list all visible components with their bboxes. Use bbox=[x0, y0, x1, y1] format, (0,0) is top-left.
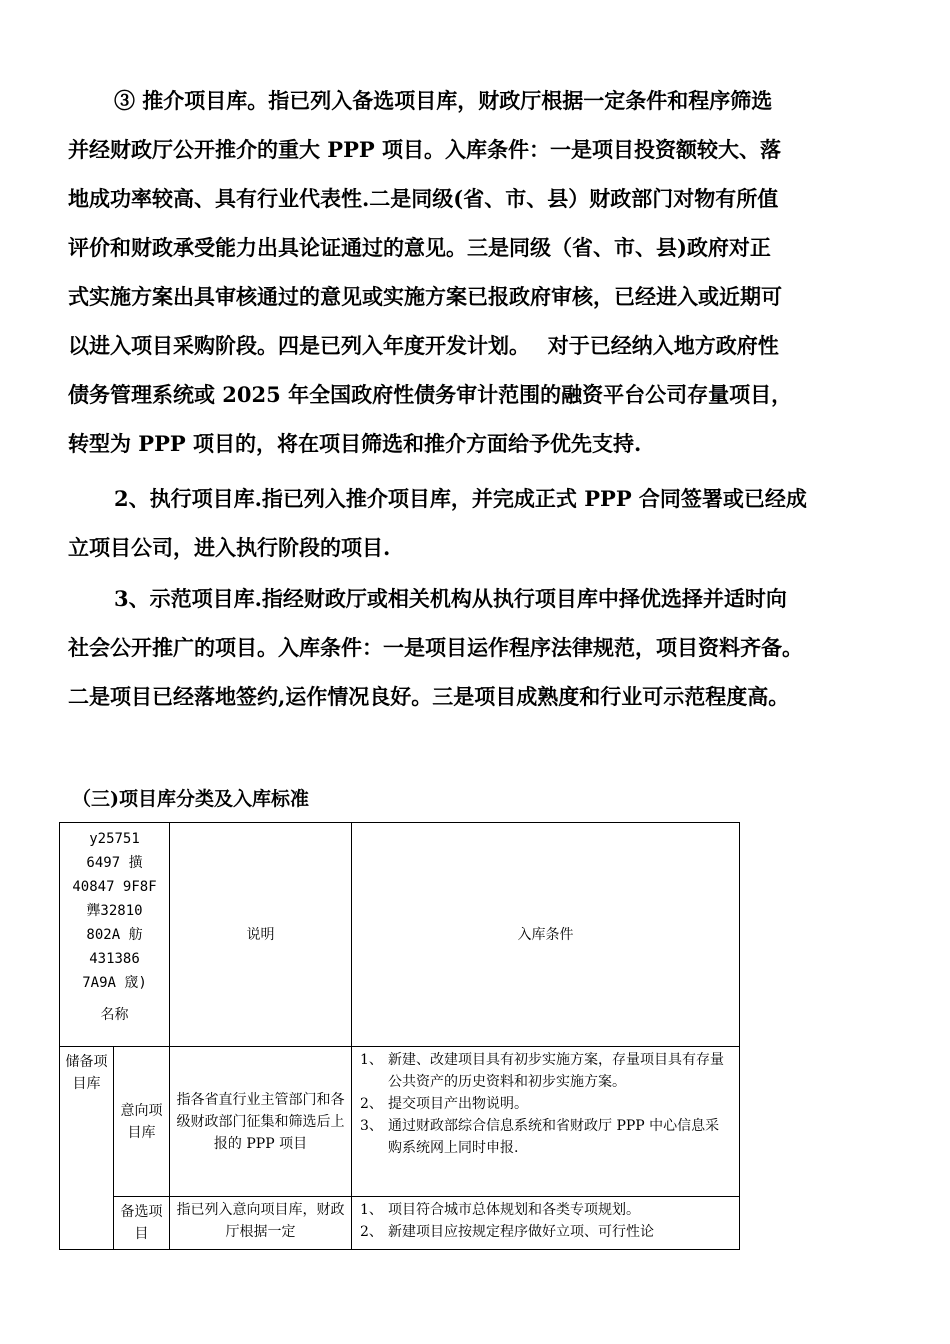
condition-text: 项目符合城市总体规划和各类专项规划。 bbox=[388, 1202, 641, 1218]
text-line: 评价和财政承受能力出具论证通过的意见。三是同级（省、市、县)政府对正 bbox=[68, 235, 771, 260]
condition-item bbox=[360, 1115, 731, 1159]
header-name-label: 名称 bbox=[100, 1007, 129, 1023]
condition-item bbox=[360, 1049, 731, 1093]
text-line: 式实施方案出具审核通过的意见或实施方案已报政府审核，已经进入或近期可 bbox=[68, 284, 782, 309]
condition-text: 新建、改建项目具有初步实施方案，存量项目具有存量公共资产的历史资料和初步实施方案。 bbox=[388, 1052, 725, 1090]
sub-category-cell: 意向项目库 bbox=[114, 1047, 170, 1197]
conditions-cell bbox=[352, 1047, 740, 1197]
conditions-list bbox=[360, 1049, 731, 1159]
condition-number: 1、 bbox=[360, 1202, 383, 1218]
header-code-line: 40847 9F8F bbox=[72, 879, 157, 895]
condition-item bbox=[360, 1093, 731, 1115]
header-conditions: 入库条件 bbox=[352, 823, 740, 1047]
header-code-line: 龏32810 bbox=[86, 903, 143, 919]
paragraph bbox=[68, 76, 888, 468]
header-code-line: 6497 撗 bbox=[86, 855, 143, 871]
text-line: ③ 推介项目库。指已列入备选项目库，财政厅根据一定条件和程序筛选 bbox=[114, 88, 773, 113]
condition-item bbox=[360, 1199, 731, 1221]
condition-item bbox=[360, 1221, 731, 1243]
project-library-table bbox=[59, 822, 740, 1250]
header-description: 说明 bbox=[170, 823, 352, 1047]
header-name-cell bbox=[60, 823, 170, 1047]
condition-text: 新建项目应按规定程序做好立项、可行性论 bbox=[388, 1224, 655, 1240]
condition-number: 2、 bbox=[360, 1096, 383, 1112]
category-cell: 储备项目库 bbox=[60, 1047, 114, 1250]
text-line: 地成功率较高、具有行业代表性.二是同级(省、市、县）财政部门对物有所值 bbox=[68, 186, 779, 211]
condition-number: 1、 bbox=[360, 1052, 383, 1068]
header-code-line: 7A9A 窚) bbox=[82, 975, 147, 991]
conditions-list bbox=[360, 1199, 731, 1243]
text-line: 并经财政厅公开推介的重大 PPP 项目。入库条件：一是项目投资额较大、落 bbox=[68, 137, 781, 162]
condition-number: 2、 bbox=[360, 1224, 383, 1240]
conditions-cell bbox=[352, 1197, 740, 1250]
text-line: 3、示范项目库.指经财政厅或相关机构从执行项目库中择优选择并适时向 bbox=[114, 586, 787, 611]
text-line: 以进入项目采购阶段。四是已列入年度开发计划。 对于已经纳入地方政府性 bbox=[68, 333, 779, 358]
header-code-lines bbox=[66, 827, 163, 995]
paragraph bbox=[68, 474, 888, 572]
header-code-line: 802A 舫 bbox=[86, 927, 143, 943]
text-line: 2、执行项目库.指已列入推介项目库，并完成正式 PPP 合同签署或已经成 bbox=[114, 486, 807, 511]
text-line: 社会公开推广的项目。入库条件：一是项目运作程序法律规范，项目资料齐备。 bbox=[68, 635, 803, 660]
condition-number: 3、 bbox=[360, 1118, 383, 1134]
header-code-line: 431386 bbox=[89, 951, 140, 967]
sub-category-cell: 备选项目 bbox=[114, 1197, 170, 1250]
section-title: （三)项目库分类及入库标准 bbox=[72, 788, 309, 810]
table-row bbox=[60, 1197, 740, 1250]
text-line: 转型为 PPP 项目的，将在项目筛选和推介方面给予优先支持. bbox=[68, 431, 642, 456]
text-line: 二是项目已经落地签约,运作情况良好。三是项目成熟度和行业可示范程度高。 bbox=[68, 684, 790, 709]
condition-text: 提交项目产出物说明。 bbox=[388, 1096, 529, 1112]
table-row bbox=[60, 1047, 740, 1197]
header-code-line: y25751 bbox=[89, 831, 140, 847]
paragraph bbox=[68, 574, 888, 721]
condition-text: 通过财政部综合信息系统和省财政厅 PPP 中心信息采购系统网上同时申报. bbox=[388, 1118, 720, 1156]
table-header-row bbox=[60, 823, 740, 1047]
description-cell: 指各省直行业主管部门和各级财政部门征集和筛选后上报的 PPP 项目 bbox=[170, 1047, 352, 1197]
description-cell: 指已列入意向项目库，财政厅根据一定 bbox=[170, 1197, 352, 1250]
text-line: 立项目公司，进入执行阶段的项目. bbox=[68, 535, 391, 560]
text-line: 债务管理系统或 2025 年全国政府性债务审计范围的融资平台公司存量项目， bbox=[68, 382, 793, 407]
